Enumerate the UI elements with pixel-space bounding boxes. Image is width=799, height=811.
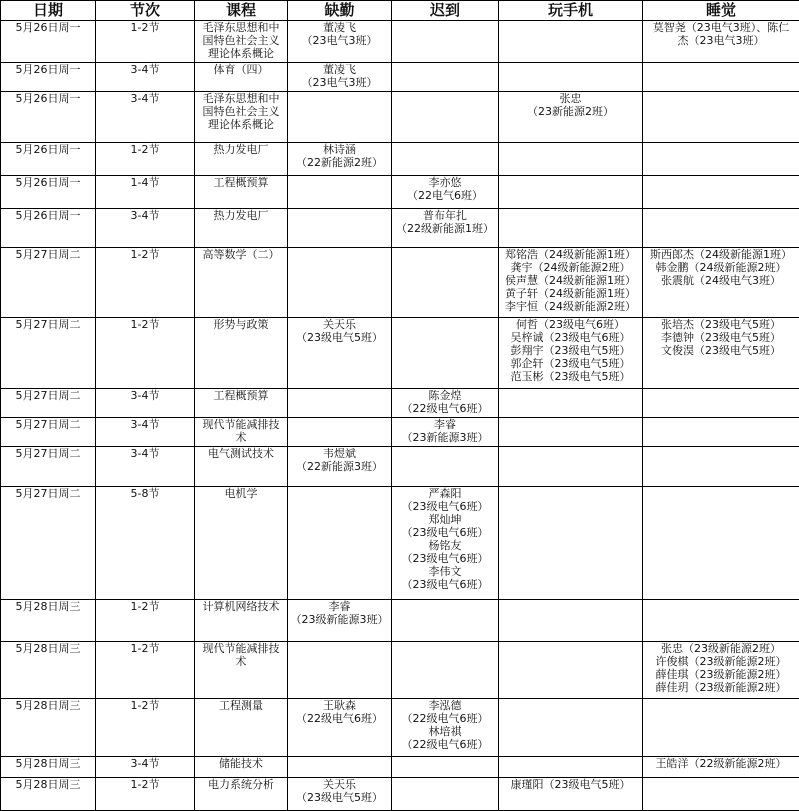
period-cell: 5-8节 [96,487,195,600]
header-sleep: 睡觉 [643,1,799,21]
absent-cell [288,642,392,699]
table-row [1,389,799,418]
header-late: 迟到 [392,1,499,21]
date-cell: 5月27日周二 [1,248,96,318]
phone-cell [499,209,643,248]
course-cell: 工程概预算 [195,176,288,209]
course-cell: 工程测量 [195,699,288,757]
late-cell [392,143,499,176]
period-cell: 1-2节 [96,318,195,389]
header-row [1,1,799,21]
late-cell [392,778,499,811]
late-cell [392,63,499,92]
date-cell: 5月28日周三 [1,757,96,778]
date-cell: 5月26日周一 [1,21,96,63]
period-cell: 1-2节 [96,778,195,811]
absent-cell: 林诗涵 （22新能源2班） [288,143,392,176]
header-date: 日期 [1,1,96,21]
table-row [1,63,799,92]
phone-cell [499,600,643,642]
absent-cell [288,248,392,318]
sleep-cell [643,389,799,418]
sleep-cell [643,63,799,92]
phone-cell [499,487,643,600]
course-cell: 电气测试技术 [195,447,288,487]
late-cell [392,447,499,487]
course-cell: 电机学 [195,487,288,600]
late-cell [392,21,499,63]
late-cell [392,248,499,318]
course-cell: 现代节能减排技 术 [195,418,288,447]
sleep-cell [643,176,799,209]
late-cell: 陈金煌 （22级电气6班） [392,389,499,418]
date-cell: 5月28日周三 [1,642,96,699]
late-cell [392,92,499,143]
period-cell: 3-4节 [96,757,195,778]
table-row [1,757,799,778]
late-cell: 李泓德 （22级电气6班） 林培祺 （22级电气6班） [392,699,499,757]
absent-cell [288,92,392,143]
phone-cell [499,143,643,176]
sleep-cell [643,487,799,600]
date-cell: 5月27日周二 [1,389,96,418]
table-row [1,318,799,389]
table-row [1,699,799,757]
period-cell: 3-4节 [96,92,195,143]
sleep-cell: 莫智尧（23电气3班）、陈仁 杰（23电气3班） [643,21,799,63]
header-phone: 玩手机 [499,1,643,21]
date-cell: 5月27日周二 [1,418,96,447]
phone-cell [499,447,643,487]
late-cell: 李亦悠 （22电气6班） [392,176,499,209]
phone-cell: 郑铭浩（24级新能源1班） 龚宇（24级新能源2班） 侯声慧（24级新能源1班） 黄子轩（24级新能源1班） 李宇恒（24级新能源2班） [499,248,643,318]
table-row [1,92,799,143]
sleep-cell: 王皓洋（22级新能源2班） [643,757,799,778]
absent-cell: 董凌飞 （23电气3班） [288,63,392,92]
late-cell: 普布年扎 （22级新能源1班） [392,209,499,248]
course-cell: 形势与政策 [195,318,288,389]
course-cell: 毛泽东思想和中 国特色社会主义 理论体系概论 [195,21,288,63]
table-row [1,143,799,176]
sleep-cell [643,92,799,143]
period-cell: 1-4节 [96,176,195,209]
course-cell: 体育（四） [195,63,288,92]
course-cell: 计算机网络技术 [195,600,288,642]
sleep-cell [643,699,799,757]
course-cell: 高等数学（二） [195,248,288,318]
table-row [1,778,799,811]
sleep-cell: 张忠（23级新能源2班） 许俊棋（23级新能源2班） 薛佳琪（23级新能源2班） 薛佳玥（23级新能源2班） [643,642,799,699]
course-cell: 储能技术 [195,757,288,778]
header-period: 节次 [96,1,195,21]
sleep-cell [643,778,799,811]
absent-cell: 韦煜斌 （22新能源3班） [288,447,392,487]
course-cell: 现代节能减排技 术 [195,642,288,699]
phone-cell [499,642,643,699]
period-cell: 1-2节 [96,248,195,318]
table-row [1,642,799,699]
phone-cell: 张忠 （23新能源2班） [499,92,643,143]
late-cell [392,318,499,389]
date-cell: 5月27日周二 [1,487,96,600]
date-cell: 5月26日周一 [1,92,96,143]
date-cell: 5月28日周三 [1,778,96,811]
header-absent: 缺勤 [288,1,392,21]
date-cell: 5月28日周三 [1,699,96,757]
sleep-cell: 张培杰（23级电气5班） 李德钟（23级电气5班） 文俊淏（23级电气5班） [643,318,799,389]
late-cell [392,600,499,642]
absent-cell: 董凌飞 （23电气3班） [288,21,392,63]
absent-cell: 关天乐 （23级电气5班） [288,778,392,811]
course-cell: 电力系统分析 [195,778,288,811]
late-cell [392,757,499,778]
phone-cell [499,63,643,92]
table-row [1,21,799,63]
phone-cell [499,757,643,778]
absent-cell [288,487,392,600]
phone-cell: 康瑾阳（23级电气5班） [499,778,643,811]
table-row [1,487,799,600]
date-cell: 5月27日周二 [1,447,96,487]
absent-cell: 李睿 （23级新能源3班） [288,600,392,642]
date-cell: 5月27日周二 [1,318,96,389]
table-row [1,248,799,318]
table-row [1,176,799,209]
sleep-cell [643,418,799,447]
phone-cell [499,176,643,209]
absent-cell: 王耿森 （22级电气6班） [288,699,392,757]
table-row [1,600,799,642]
period-cell: 3-4节 [96,418,195,447]
course-cell: 热力发电厂 [195,209,288,248]
date-cell: 5月26日周一 [1,209,96,248]
date-cell: 5月26日周一 [1,176,96,209]
date-cell: 5月28日周三 [1,600,96,642]
absent-cell: 关天乐 （23级电气5班） [288,318,392,389]
phone-cell: 何哲（23级电气6班） 吴梓诚（23级电气6班） 彭翔宇（23级电气5班） 郭企轩（23级电气5班） 范玉彬（23级电气5班） [499,318,643,389]
late-cell: 严森阳 （23级电气6班） 郑灿坤 （23级电气6班） 杨铭友 （23级电气6班） 李伟文 （23级电气6班） [392,487,499,600]
late-cell [392,642,499,699]
sleep-cell [643,143,799,176]
table-row [1,447,799,487]
phone-cell [499,418,643,447]
late-cell: 李睿 （23新能源3班） [392,418,499,447]
phone-cell [499,21,643,63]
period-cell: 1-2节 [96,21,195,63]
table-row [1,418,799,447]
phone-cell [499,699,643,757]
period-cell: 1-2节 [96,143,195,176]
absent-cell [288,209,392,248]
period-cell: 1-2节 [96,642,195,699]
absent-cell [288,757,392,778]
course-cell: 毛泽东思想和中 国特色社会主义 理论体系概论 [195,92,288,143]
sleep-cell: 斯西郎杰（24级新能源1班） 韩金鹏（24级新能源2班） 张震航（24级电气3班） [643,248,799,318]
sleep-cell [643,447,799,487]
course-cell: 热力发电厂 [195,143,288,176]
period-cell: 1-2节 [96,600,195,642]
date-cell: 5月26日周一 [1,143,96,176]
course-cell: 工程概预算 [195,389,288,418]
absent-cell [288,176,392,209]
table-row [1,209,799,248]
period-cell: 3-4节 [96,63,195,92]
absent-cell [288,389,392,418]
date-cell: 5月26日周一 [1,63,96,92]
absent-cell [288,418,392,447]
period-cell: 3-4节 [96,389,195,418]
phone-cell [499,389,643,418]
sleep-cell [643,600,799,642]
sleep-cell [643,209,799,248]
period-cell: 1-2节 [96,699,195,757]
period-cell: 3-4节 [96,209,195,248]
header-course: 课程 [195,1,288,21]
period-cell: 3-4节 [96,447,195,487]
